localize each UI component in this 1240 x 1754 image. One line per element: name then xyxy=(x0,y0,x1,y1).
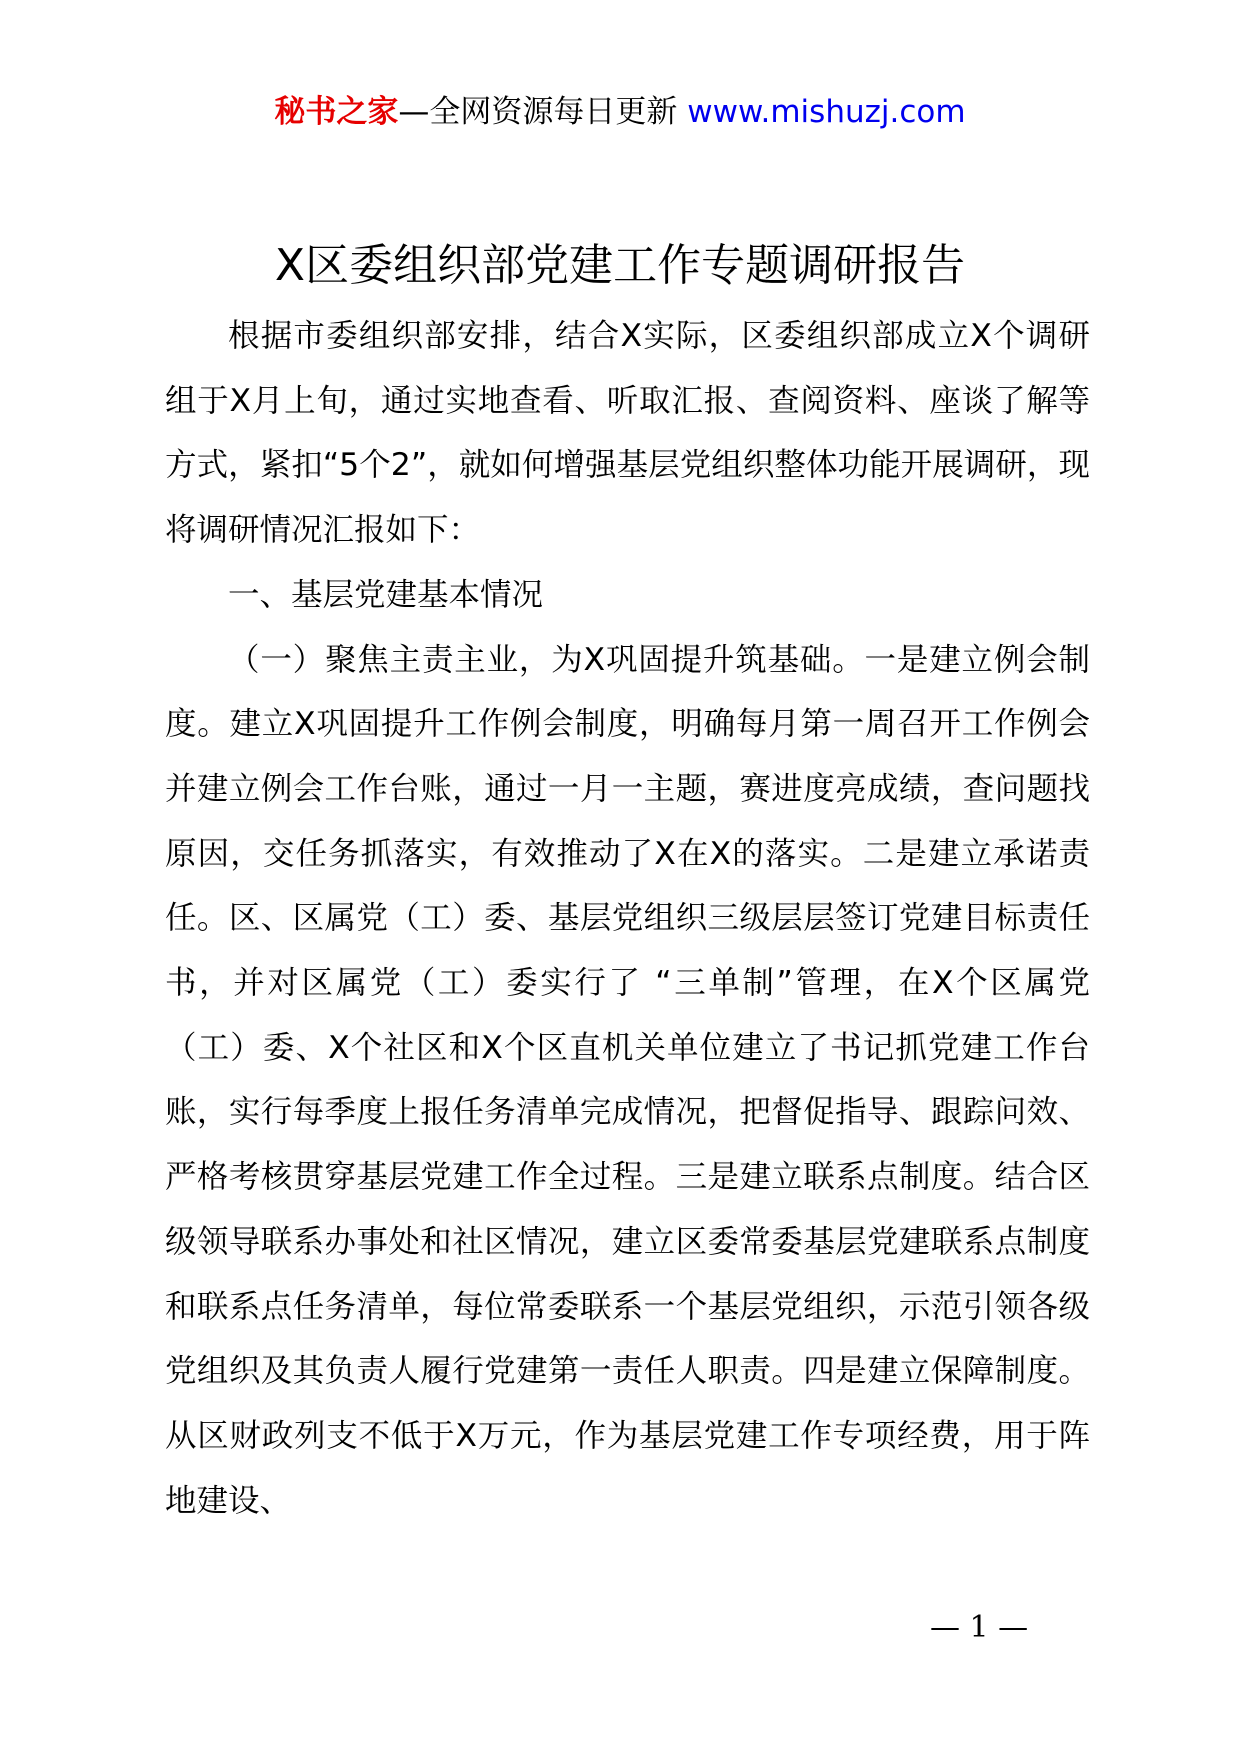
site-url-link[interactable]: www.mishuzj.com xyxy=(687,94,966,130)
page-number: — 1 — xyxy=(930,1610,1029,1645)
section-paragraph: （一）聚焦主责主业，为X巩固提升筑基础。一是建立例会制度。建立X巩固提升工作例会制度，明确每月第一周召开工作例会并建立例会工作台账，通过一月一主题，赛进度亮成绩，查问题找原因，交任务抓落实，有效推动了X在X的落实。二是建立承诺责任。区、区属党（工）委、基层党组织三级层层签订党建目标责任书，并对区属党（工）委实行了 “三单制”管理，在X个区属党（工）委、X个社区和X个区直机关单位建立了书记抓党建工作台账，实行每季度上报任务清单完成情况，把督促指导、跟踪问效、严格考核贯穿基层党建工作全过程。三是建立联系点制度。结合区级领导联系办事处和社区情况，建立区委常委基层党建联系点制度和联系点任务清单，每位常委联系一个基层党组织，示范引领各级党组织及其负责人履行党建第一责任人职责。四是建立保障制度。从区财政列支不低于X万元，作为基层党建工作专项经费，用于阵地建设、 xyxy=(165,641,1090,1519)
document-title: X区委组织部党建工作专题调研报告 xyxy=(274,240,966,291)
intro-paragraph: 根据市委组织部安排，结合X实际，区委组织部成立X个调研组于X月上旬，通过实地查看、听取汇报、查阅资料、座谈了解等方式，紧扣“5个2”，就如何增强基层党组织整体功能开展调研，现将调研情况汇报如下： xyxy=(165,318,1090,549)
document-body xyxy=(165,304,1090,1533)
site-slogan: —全网资源每日更新 xyxy=(398,94,678,130)
site-brand: 秘书之家 xyxy=(274,94,399,130)
section-heading: 一、基层党建基本情况 xyxy=(228,576,544,613)
site-header xyxy=(0,92,1240,132)
